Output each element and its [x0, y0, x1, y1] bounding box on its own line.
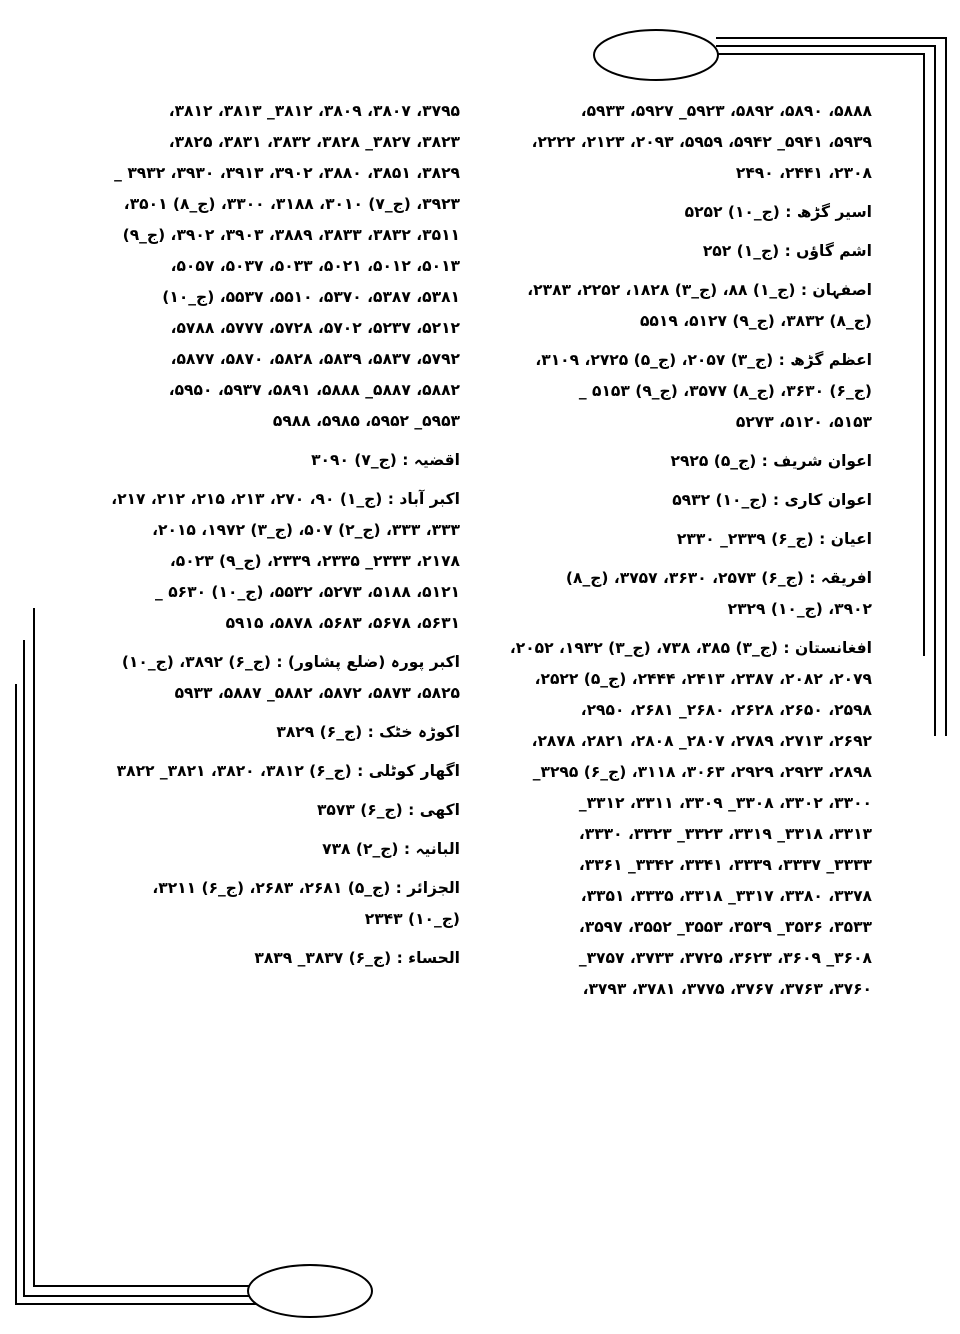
index-entry-line: ۵۸۲۵، ۵۸۷۳، ۵۸۷۲، ۵۸۸۲_ ۵۸۸۷، ۵۹۳۳ — [174, 684, 460, 702]
index-entry-line: ۳۹۲۳، (ج_۷) ۳۰۱۰، ۳۱۸۸، ۳۳۰۰، (ج_۸) ۳۵۰۱، — [123, 195, 460, 213]
index-entry-line: ۲۳۰۸، ۲۴۴۱، ۲۴۹۰ — [735, 164, 872, 182]
index-entry-line: اعوان کاری : (ج_۱۰) ۵۹۳۲ — [672, 491, 872, 509]
index-entry-line: اقضیہ : (ج_۷) ۳۰۹۰ — [311, 451, 460, 469]
index-entry-line: اعظم گڑھ : (ج_۳) ۲۰۵۷، (ج_۵) ۲۷۲۵، ۳۱۰۹، — [535, 351, 872, 369]
index-entry-line: ۳۷۹۵، ۳۸۰۷، ۳۸۰۹، ۳۸۱۲_ ۳۸۱۳، ۳۸۱۲، — [168, 102, 460, 120]
index-entry — [500, 524, 872, 555]
index-entry-line: ۲۵۹۸، ۲۶۵۰، ۲۶۲۸، ۲۶۸۰_ ۲۶۸۱، ۲۹۵۰، — [580, 701, 872, 719]
index-entry-line: ۳۳۰۰، ۳۳۰۲، ۳۳۰۸_ ۳۳۰۹، ۳۳۱۱، ۳۳۱۲_ — [578, 794, 872, 812]
index-entry — [500, 345, 872, 438]
index-entry-line: اشم گاؤں : (ج_۱) ۲۵۲ — [702, 242, 872, 260]
index-entry-line: ۵۳۸۱، ۵۳۸۷، ۵۳۷۰، ۵۵۱۰، ۵۵۳۷، (ج_۱۰) — [162, 288, 460, 306]
index-entry-line: ۲۶۹۲، ۲۷۱۳، ۲۷۸۹، ۲۸۰۷_ ۲۸۰۸، ۲۸۲۱، ۲۸۷۸، — [531, 732, 872, 750]
index-entry-line: افریقہ : (ج_۶) ۲۵۷۳، ۳۶۳۰، ۳۷۵۷، (ج_۸) — [565, 569, 872, 587]
index-entry-line: ۵۱۵۳، ۵۱۲۰، ۵۲۷۳ — [735, 413, 872, 431]
index-entry-line: ۵۸۸۲، ۵۸۸۷_ ۵۸۸۸، ۵۸۹۱، ۵۹۳۷، ۵۹۵۰، — [168, 381, 460, 399]
index-entry — [500, 236, 872, 267]
index-entry-line: اکبر آباد : (ج_۱) ۹۰، ۲۷۰، ۲۱۳، ۲۱۵، ۲۱۲، ۲۱۷، — [111, 490, 460, 508]
index-entry-line: ۵۷۹۲، ۵۸۳۷، ۵۸۳۹، ۵۸۲۸، ۵۸۷۰، ۵۸۷۷، — [170, 350, 460, 368]
index-entry-line: اعیان : (ج_۶) ۲۳۳۹_ ۲۳۳۰ — [676, 530, 872, 548]
index-entry-line: ۵۸۸۸، ۵۸۹۰، ۵۸۹۲، ۵۹۲۳_ ۵۹۲۷، ۵۹۳۳، — [580, 102, 872, 120]
index-entry — [88, 756, 460, 787]
index-entry-line: ۳۳۷۸، ۳۳۸۰، ۳۳۱۷_ ۳۳۱۸، ۳۳۳۵، ۳۳۵۱، — [580, 887, 872, 905]
index-entry-line: ۵۹۳۹، ۵۹۴۱_ ۵۹۴۲، ۵۹۵۹، ۲۰۹۳، ۲۱۲۳، ۲۲۲۲، — [531, 133, 872, 151]
index-entry-line: اگھار کوٹلی : (ج_۶) ۳۸۱۲، ۳۸۲۰، ۳۸۲۱_ ۳۸۲۲ — [116, 762, 460, 780]
index-entry-line: ۳۹۰۲، (ج_۱۰) ۲۳۲۹ — [727, 600, 872, 618]
index-entry-line: اعوان شریف : (ج_۵) ۲۹۲۵ — [670, 452, 872, 470]
index-entry-line: اصفہان : (ج_۱) ۸۸، (ج_۳) ۱۸۲۸، ۲۲۵۲، ۲۳۸۳، — [527, 281, 872, 299]
index-entry — [88, 834, 460, 865]
index-entry-line: اسیر گڑھ : (ج_۱۰) ۵۲۵۲ — [684, 203, 872, 221]
index-entry — [500, 446, 872, 477]
index-entry-line: ۳۶۰۸_ ۳۶۰۹، ۳۶۲۳، ۳۷۲۵، ۳۷۳۳، ۳۷۵۷_ — [578, 949, 872, 967]
index-entry — [500, 485, 872, 516]
index-entry-line: ۳۳۳، ۳۳۳، (ج_۲) ۵۰۷، (ج_۳) ۱۹۷۲، ۲۰۱۵، — [152, 521, 460, 539]
index-entry-line: افغانستان : (ج_۳) ۳۸۵، ۷۳۸، (ج_۳) ۱۹۳۲، ۲۰۵۲، — [509, 639, 872, 657]
index-entry — [88, 873, 460, 935]
index-entry-line: ۵۶۳۱، ۵۶۷۸، ۵۶۸۳، ۵۸۷۸، ۵۹۱۵ — [225, 614, 460, 632]
index-entry-line: ۵۲۱۲، ۵۲۳۷، ۵۷۰۲، ۵۷۲۸، ۵۷۷۷، ۵۷۸۸، — [170, 319, 460, 337]
index-entry — [500, 275, 872, 337]
index-entry-line: ۳۳۱۳، ۳۳۱۸_ ۳۳۱۹، ۳۳۲۳_ ۳۳۲۳، ۳۳۳۰، — [578, 825, 872, 843]
index-entry-line: ۳۵۳۳، ۳۵۳۶_ ۳۵۳۹، ۳۵۵۳_ ۳۵۵۲، ۳۵۹۷، — [578, 918, 872, 936]
index-entry-line: ۵۱۲۱، ۵۱۸۸، ۵۲۷۳، ۵۵۳۲، (ج_۱۰) ۵۶۳۰ _ — [155, 583, 460, 601]
index-entry-line: ۵۹۵۳_ ۵۹۵۲، ۵۹۸۵، ۵۹۸۸ — [272, 412, 460, 430]
index-entry-line: اکبر پورہ (ضلع پشاور) : (ج_۶) ۳۸۹۲، (ج_۱۰) — [121, 653, 460, 671]
index-entry-line: اکھی : (ج_۶) ۳۵۷۳ — [316, 801, 460, 819]
index-entry-continuation — [88, 96, 460, 437]
index-entry — [88, 717, 460, 748]
index-entry-line: البانیہ : (ج_۲) ۷۳۸ — [322, 840, 460, 858]
index-entry-line: اکوڑہ خٹک : (ج_۶) ۳۸۲۹ — [276, 723, 460, 741]
index-entry — [88, 484, 460, 639]
index-entry — [500, 197, 872, 228]
index-entry — [88, 795, 460, 826]
index-entry-line: ۳۵۱۱، ۳۸۳۲، ۳۸۳۳، ۳۸۸۹، ۳۹۰۳، ۳۹۰۲، (ج_۹) — [122, 226, 460, 244]
index-entry-line: (ج_۱۰) ۲۳۴۳ — [364, 910, 460, 928]
index-entry — [88, 943, 460, 974]
index-entry-line: ۲۱۷۸، ۲۳۳۳_ ۲۳۳۵، ۲۳۳۹، (ج_۹) ۵۰۲۳، — [169, 552, 460, 570]
right-column — [500, 96, 872, 1013]
index-entry-line: ۲۰۷۹، ۲۰۸۲، ۲۳۸۷، ۲۴۱۳، ۲۴۴۴، (ج_۵) ۲۵۲۲، — [534, 670, 872, 688]
index-entry-line: الحساء : (ج_۶) ۳۸۳۷_ ۳۸۳۹ — [254, 949, 460, 967]
index-entry-line: ۳۸۲۳، ۳۸۲۷_ ۳۸۲۸، ۳۸۳۲، ۳۸۳۱، ۳۸۲۵، — [168, 133, 460, 151]
index-entry — [500, 563, 872, 625]
index-entry-line: ۳۷۶۰، ۳۷۶۳، ۳۷۶۷، ۳۷۷۵، ۳۷۸۱، ۳۷۹۳، — [582, 980, 872, 998]
index-entry-line: ۵۰۱۳، ۵۰۱۲، ۵۰۲۱، ۵۰۳۳، ۵۰۳۷، ۵۰۵۷، — [170, 257, 460, 275]
index-entry-line: (ج_۸) ۳۸۳۲، (ج_۹) ۵۱۲۷، ۵۵۱۹ — [639, 312, 872, 330]
index-entry-line: (ج_۶) ۳۶۳۰، (ج_۸) ۳۵۷۷، (ج_۹) ۵۱۵۳ _ — [578, 382, 872, 400]
index-entry-line: ۳۳۳۳_ ۳۳۳۷، ۳۳۳۹، ۳۳۴۱، ۳۳۴۲_ ۳۳۶۱، — [578, 856, 872, 874]
index-entry — [88, 445, 460, 476]
index-entry-continuation — [500, 96, 872, 189]
index-entry-line: ۳۸۲۹، ۳۸۵۱، ۳۸۸۰، ۳۹۰۲، ۳۹۱۳، ۳۹۳۰، ۳۹۳۲ _ — [114, 164, 460, 182]
index-entry — [88, 647, 460, 709]
index-entry-line: الجزائر : (ج_۵) ۲۶۸۱، ۲۶۸۳، (ج_۶) ۳۲۱۱، — [152, 879, 460, 897]
index-entry-line: ۲۸۹۸، ۲۹۲۳، ۲۹۲۹، ۳۰۶۳، ۳۱۱۸، (ج_۶) ۳۲۹۵_ — [532, 763, 872, 781]
left-column — [88, 96, 460, 982]
index-entry — [500, 633, 872, 1005]
